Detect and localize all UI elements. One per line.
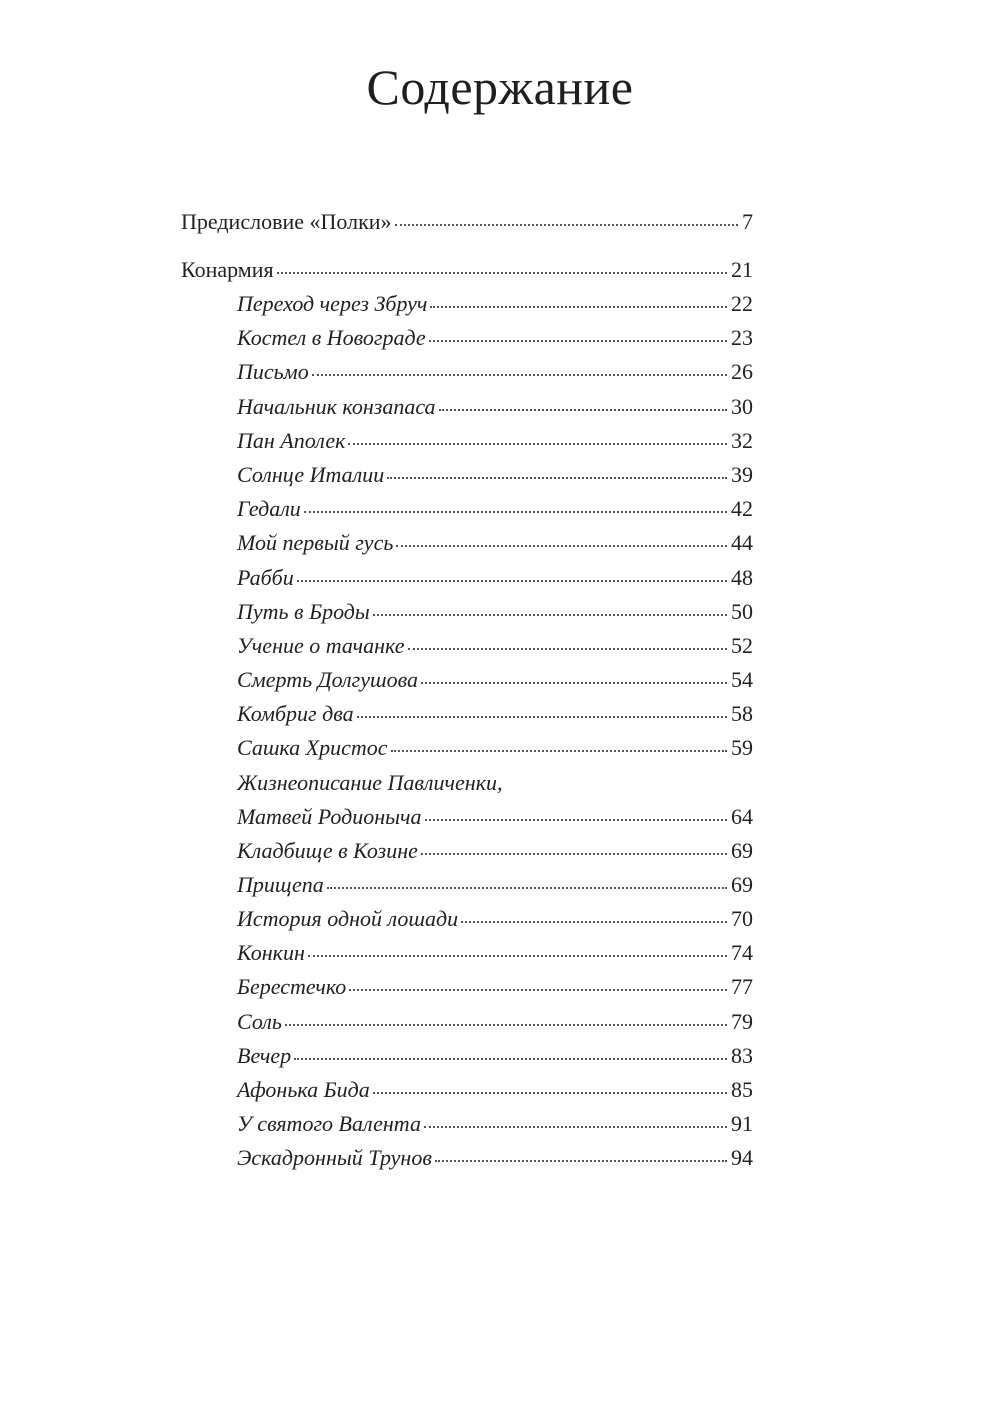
- toc-entry-page: 91: [731, 1111, 753, 1137]
- toc-entry[interactable]: [181, 492, 753, 526]
- toc-entry-page: 94: [731, 1145, 753, 1171]
- toc-entry-title: Костел в Новограде: [237, 325, 426, 351]
- toc-entry-page: 77: [731, 974, 753, 1000]
- toc-leader-dots: [425, 818, 727, 821]
- toc-leader-dots: [439, 408, 727, 411]
- toc-leader-dots: [396, 544, 727, 547]
- toc-leader-dots: [373, 1091, 727, 1094]
- toc-entry-title: Комбриг два: [237, 701, 354, 727]
- toc-leader-dots: [297, 579, 727, 582]
- toc-entry[interactable]: [181, 936, 753, 970]
- toc-entry-title: Письмо: [237, 359, 309, 385]
- toc-entry[interactable]: [181, 561, 753, 595]
- toc-leader-dots: [424, 1125, 727, 1128]
- toc-entry-title: У святого Валента: [237, 1111, 421, 1137]
- toc-leader-dots: [304, 510, 727, 513]
- toc-entry[interactable]: [181, 868, 753, 902]
- toc-entry[interactable]: [181, 663, 753, 697]
- toc-entry-title: Конкин: [237, 940, 305, 966]
- toc-entry[interactable]: [181, 458, 753, 492]
- toc-entry-title: Сашка Христос: [237, 735, 388, 761]
- toc-entry-title: Гедали: [237, 496, 301, 522]
- toc-entry-title: Афонька Бида: [237, 1076, 370, 1102]
- toc-entry-page: 83: [731, 1042, 753, 1068]
- toc-entry[interactable]: [181, 526, 753, 560]
- toc-entry[interactable]: [181, 902, 753, 936]
- toc-entry-long-first-line[interactable]: [181, 766, 753, 800]
- toc-entry-page: 79: [731, 1008, 753, 1034]
- toc-entry-page: 44: [731, 530, 753, 556]
- toc-entry-page: 50: [731, 598, 753, 624]
- toc-entry[interactable]: [181, 697, 753, 731]
- toc-entry-title: Соль: [237, 1008, 282, 1034]
- toc-leader-dots: [430, 305, 727, 308]
- toc-entry-title: Конармия: [181, 257, 274, 282]
- toc-entry-title: Предисловие «Полки»: [181, 209, 392, 234]
- toc-entry-preface[interactable]: [181, 205, 753, 239]
- toc-entry[interactable]: [181, 731, 753, 765]
- toc-entry-title: Мой первый гусь: [237, 530, 394, 556]
- toc-entry-title: Рабби: [237, 564, 294, 590]
- toc-entry-page: 26: [731, 359, 753, 385]
- toc-leader-dots: [435, 1159, 727, 1162]
- toc-entry-page: 21: [731, 257, 753, 282]
- toc-entry-title: Переход через Збруч: [237, 291, 428, 316]
- toc-entry[interactable]: [181, 321, 753, 355]
- toc-entry-page: 32: [731, 427, 753, 453]
- toc-entry-title: Учение о тачанке: [237, 632, 405, 658]
- toc-entry-title: Пан Аполек: [237, 427, 346, 453]
- toc-leader-dots: [285, 1023, 727, 1026]
- table-of-contents: [181, 205, 753, 1176]
- toc-entry[interactable]: [181, 390, 753, 424]
- toc-entry[interactable]: [181, 1107, 753, 1141]
- toc-entry[interactable]: [181, 1039, 753, 1073]
- toc-entry-page: 70: [731, 906, 753, 931]
- toc-entry-page: 30: [731, 393, 753, 419]
- toc-entry-title: Кладбище в Козине: [237, 837, 418, 863]
- toc-entry-page: 52: [731, 632, 753, 658]
- toc-entry[interactable]: [181, 1005, 753, 1039]
- toc-entry-page: 85: [731, 1076, 753, 1102]
- toc-entry-part[interactable]: [181, 253, 753, 287]
- toc-entry-page: 23: [731, 325, 753, 351]
- toc-entry[interactable]: [181, 595, 753, 629]
- toc-leader-dots: [308, 954, 727, 957]
- toc-leader-dots: [294, 1057, 727, 1060]
- toc-entry-long-second-line[interactable]: [181, 800, 753, 834]
- toc-entry[interactable]: [181, 970, 753, 1004]
- toc-entry-title: Смерть Долгушова: [237, 667, 418, 693]
- toc-entry[interactable]: [181, 1141, 753, 1175]
- toc-leader-dots: [357, 715, 727, 718]
- toc-entry-page: 58: [731, 701, 753, 727]
- toc-entry-page: 48: [731, 564, 753, 590]
- toc-entry-title: Прищепа: [237, 871, 324, 897]
- toc-leader-dots: [421, 852, 727, 855]
- toc-entry[interactable]: [181, 1073, 753, 1107]
- toc-leader-dots: [312, 373, 727, 376]
- toc-entry-title: Берестечко: [237, 974, 347, 1000]
- toc-entry[interactable]: [181, 629, 753, 663]
- toc-leader-dots: [327, 886, 727, 889]
- toc-leader-dots: [429, 339, 727, 342]
- toc-leader-dots: [461, 920, 727, 923]
- toc-entry[interactable]: [181, 834, 753, 868]
- toc-leader-dots: [421, 681, 727, 684]
- toc-entry-page: 42: [731, 496, 753, 522]
- toc-leader-dots: [349, 988, 727, 991]
- toc-entry-title: Эскадронный Трунов: [237, 1145, 432, 1171]
- toc-leader-dots: [408, 647, 727, 650]
- toc-leader-dots: [277, 271, 727, 274]
- toc-entry-title: Путь в Броды: [237, 598, 370, 624]
- toc-leader-dots: [391, 749, 727, 752]
- toc-entry-page: 64: [731, 803, 753, 829]
- toc-leader-dots: [387, 476, 727, 479]
- toc-entry-title: История одной лошади: [237, 906, 459, 931]
- toc-entry-page: 39: [731, 461, 753, 487]
- toc-entry-title: Матвей Родионыча: [237, 803, 422, 829]
- toc-entry[interactable]: [181, 287, 753, 321]
- toc-entry-title: Жизнеописание Павличенки,: [237, 769, 503, 795]
- toc-entry[interactable]: [181, 424, 753, 458]
- toc-entry[interactable]: [181, 355, 753, 389]
- toc-entry-page: 69: [731, 837, 753, 863]
- toc-entry-page: 7: [742, 209, 753, 234]
- toc-entry-page: 74: [731, 940, 753, 966]
- toc-leader-dots: [395, 223, 738, 226]
- toc-entry-page: 54: [731, 667, 753, 693]
- toc-entry-title: Начальник конзапаса: [237, 393, 436, 419]
- toc-leader-dots: [348, 442, 727, 445]
- toc-leader-dots: [373, 613, 727, 616]
- toc-entry-title: Солнце Италии: [237, 461, 385, 487]
- toc-entry-title: Вечер: [237, 1042, 292, 1068]
- toc-entry-page: 59: [731, 735, 753, 761]
- toc-entry-page: 22: [731, 291, 753, 316]
- toc-entry-page: 69: [731, 871, 753, 897]
- page-title: Содержание: [366, 59, 634, 115]
